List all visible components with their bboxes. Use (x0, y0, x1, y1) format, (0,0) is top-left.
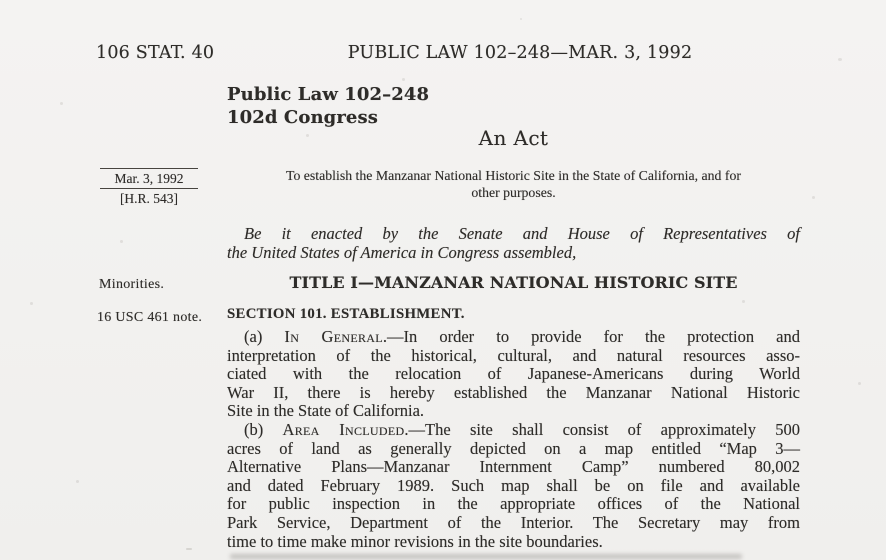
statute-page-number: 106 STAT. 40 (96, 43, 215, 63)
enacting-clause (227, 225, 800, 262)
scan-speck (402, 78, 405, 81)
para-b-line-7: time to time make minor revisions in the site boundaries. (227, 531, 603, 551)
para-a-line-5: Site in the State of California. (227, 401, 425, 421)
para-a-label: (a) (244, 327, 285, 346)
scan-speck (60, 102, 63, 105)
rule-below-date (100, 188, 198, 189)
scan-speck (76, 480, 79, 483)
rule-above-date (100, 168, 198, 169)
para-a-line-1-rest: .—In order to provide for the protection and (382, 327, 800, 346)
scan-speck (306, 134, 309, 137)
margin-date-block (100, 167, 198, 207)
para-b-line-1 (227, 421, 800, 440)
margin-note-usc-citation: 16 USC 461 note. (97, 310, 203, 325)
enactment-date: Mar. 3, 1992 (114, 171, 184, 186)
congress-number: 102d Congress (227, 106, 378, 128)
para-a-line-4: War II, there is hereby established the Manzanar National Historic (227, 382, 800, 402)
purpose-line-1: To establish the Manzanar National Historic Site in the State of California, and for (286, 168, 741, 183)
bill-number: [H.R. 543] (119, 191, 179, 206)
title-i-heading: TITLE I—MANZANAR NATIONAL HISTORIC SITE (289, 273, 738, 292)
para-b-line-5: for public inspection in the appropriate offices of the National (227, 494, 800, 514)
enacting-line-2: the United States of America in Congress assembled, (227, 242, 577, 262)
section-101-heading: SECTION 101. ESTABLISHMENT. (227, 306, 465, 322)
enacting-line-1: Be it enacted by the Senate and House of Representatives of (244, 224, 800, 243)
para-b-label: (b) (244, 419, 283, 439)
purpose-line-2: other purposes. (471, 184, 556, 200)
para-a-smallcaps: In General (284, 327, 383, 346)
scan-speck (858, 382, 861, 385)
para-b-smallcaps: Area Included (282, 419, 405, 439)
public-law-number: Public Law 102–248 (227, 84, 430, 105)
scan-speck (742, 300, 745, 303)
purpose-statement (227, 168, 800, 201)
scan-speck (838, 58, 842, 61)
para-b-line-6: Park Service, Department of the Interior. The Secretary may from (227, 512, 800, 532)
margin-note-minorities: Minorities. (99, 277, 165, 292)
para-b-line-1-rest: .—The site shall consist of approximately 500 (404, 419, 800, 439)
para-a-line-1 (227, 328, 800, 347)
para-a-line-2: interpretation of the historical, cultural, and natural resources asso- (227, 345, 800, 365)
running-head: PUBLIC LAW 102–248—MAR. 3, 1992 (347, 43, 693, 63)
para-b-line-2: acres of land as generally depicted on a map entitled “Map 3— (227, 438, 800, 458)
scan-speck (186, 548, 192, 550)
section-body (227, 328, 800, 551)
scan-speck (30, 302, 33, 305)
scan-speck (120, 240, 123, 243)
para-b-line-3: Alternative Plans—Manzanar Internment Camp” numbered 80,002 (227, 457, 800, 477)
para-a-line-3: ciated with the relocation of Japanese-Americans during World (227, 364, 800, 384)
scan-speck (520, 18, 522, 20)
para-b-line-4: and dated February 1989. Such map shall be on file and available (227, 475, 800, 495)
scan-speck (812, 196, 815, 199)
law-heading-block (227, 84, 429, 129)
cutoff-next-line-smear (230, 554, 742, 559)
an-act-heading: An Act (478, 126, 549, 150)
